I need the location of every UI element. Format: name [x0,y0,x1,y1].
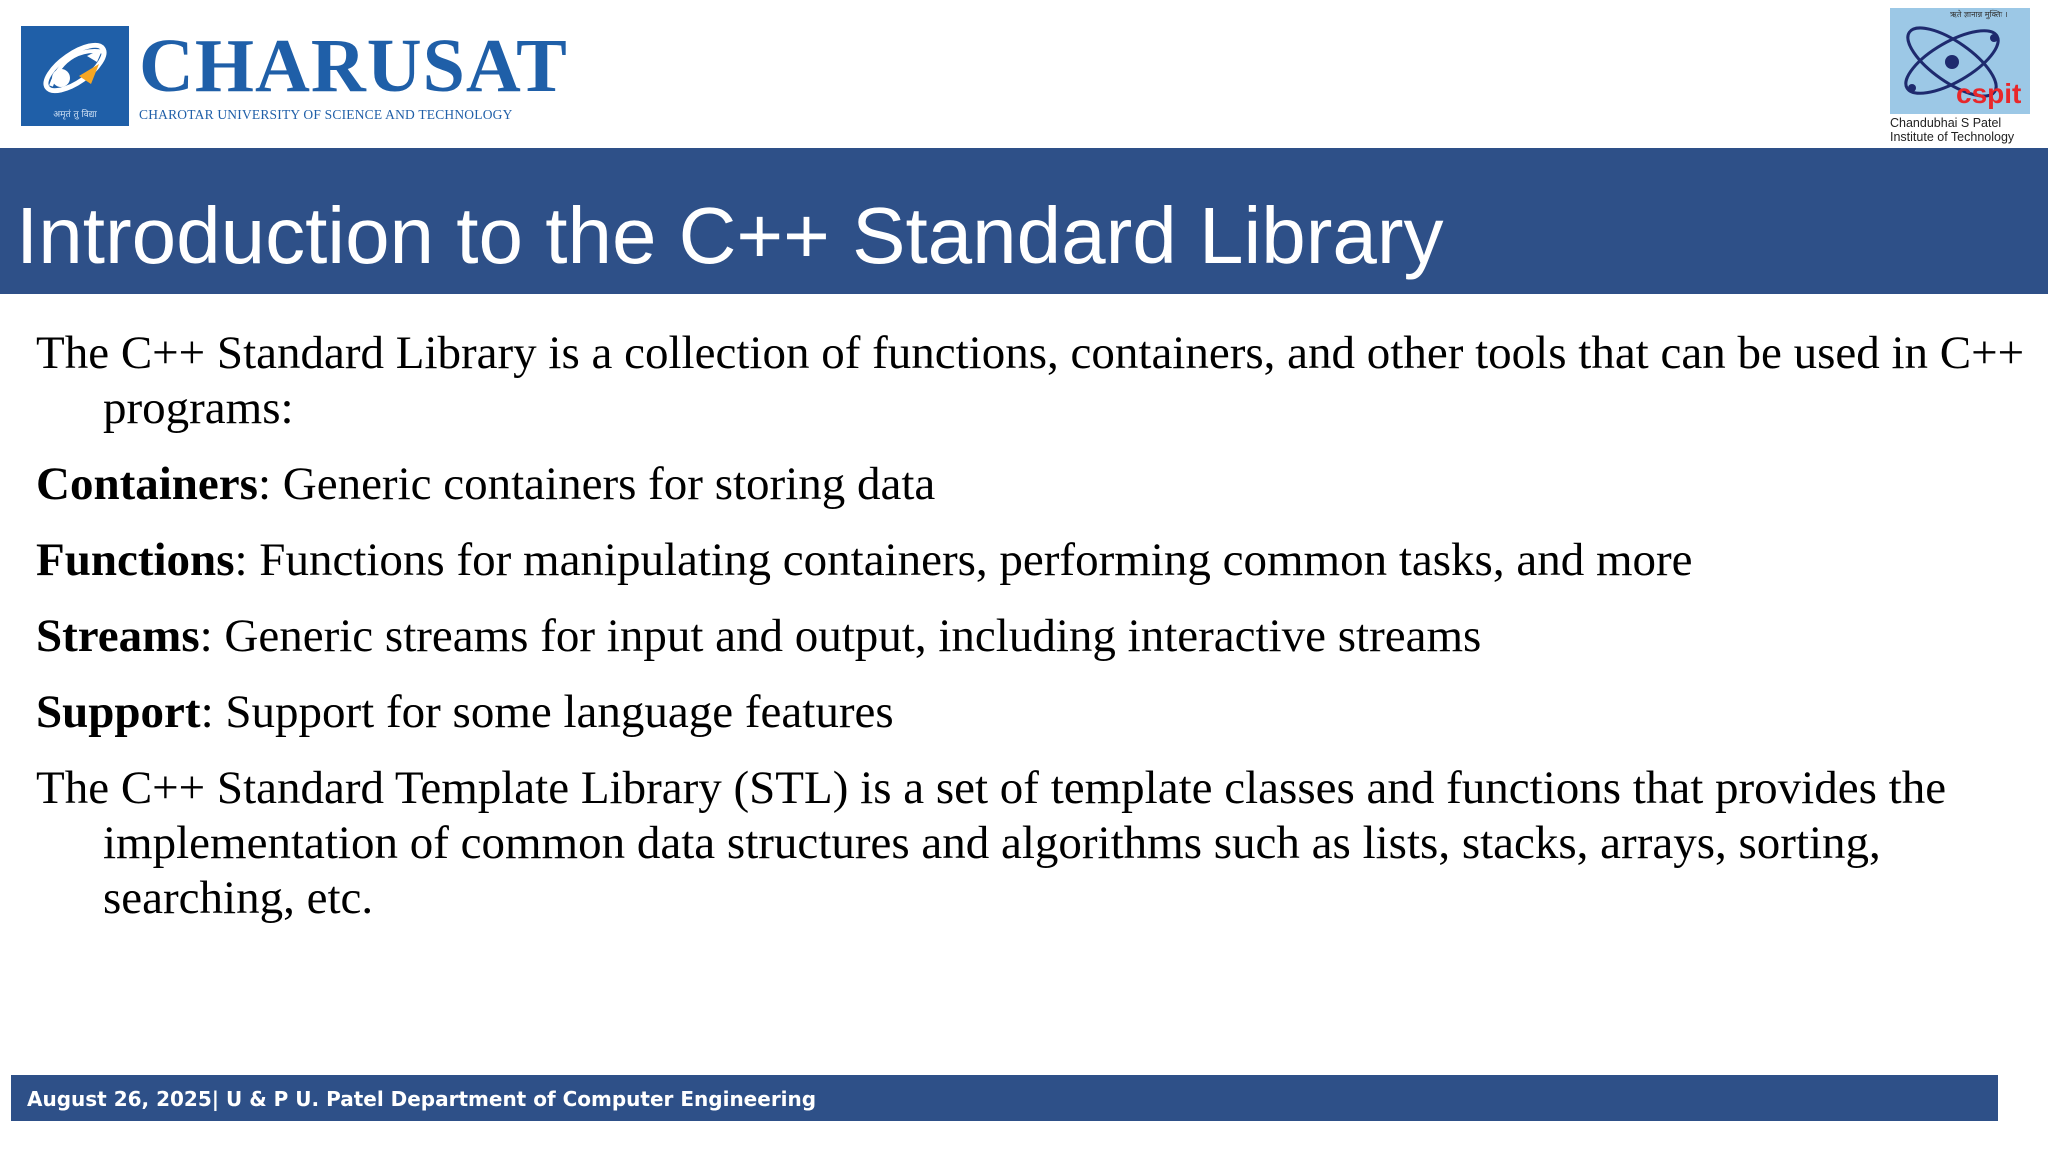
cspit-motto: ऋते ज्ञानान्न मुक्तिः । [1950,10,2008,19]
cspit-institute-name [1890,116,2014,144]
body-paragraph [36,761,2026,926]
footer-text [27,1087,816,1111]
paragraph-text: : Generic containers for storing data [257,458,936,510]
charusat-motto: अमृतं तु विद्या [53,110,97,120]
footer-bar [11,1075,1998,1121]
body-paragraph [36,326,2026,436]
paragraph-text: The C++ Standard Template Library (STL) is a set of template classes and functions that provides the implementation of common data structures and algorithms such as lists, stacks, arrays, sorting, searching, etc. [36,762,1947,924]
body-paragraph [36,685,2026,740]
paragraph-term: Functions [36,534,235,586]
paragraph-text: : Support for some language features [200,686,894,738]
paragraph-text: : Functions for manipulating containers, performing common tasks, and more [234,534,1693,586]
footer-separator: | [211,1087,220,1111]
paragraph-text: The C++ Standard Library is a collection of functions, containers, and other tools that can be used in C++ programs: [36,327,2025,434]
cspit-wordmark: cspit [1956,78,2022,109]
body-paragraph [36,533,2026,588]
charusat-full-name: CHAROTAR UNIVERSITY OF SCIENCE AND TECHNOLOGY [139,107,513,122]
slide-body [36,326,2026,926]
footer-date: August 26, 2025 [27,1087,212,1111]
paragraph-term: Containers [36,458,258,510]
cspit-logo [1890,8,2040,148]
body-paragraph [36,609,2026,664]
charusat-name: CHARUSAT [139,24,568,108]
slide-title: Introduction to the C++ Standard Library [16,191,1444,280]
cspit-line-2: Institute of Technology [1890,130,2015,144]
cspit-line-1: Chandubhai S Patel [1890,116,2002,130]
charusat-emblem-icon [21,26,129,126]
footer-department: U & P U. Patel Department of Computer Engineering [226,1087,817,1111]
charusat-logo [21,26,568,126]
paragraph-term: Support [36,686,201,738]
paragraph-term: Streams [36,610,200,662]
atom-icon [1890,8,2030,114]
paragraph-text: : Generic streams for input and output, including interactive streams [199,610,1482,662]
body-paragraph [36,457,2026,512]
